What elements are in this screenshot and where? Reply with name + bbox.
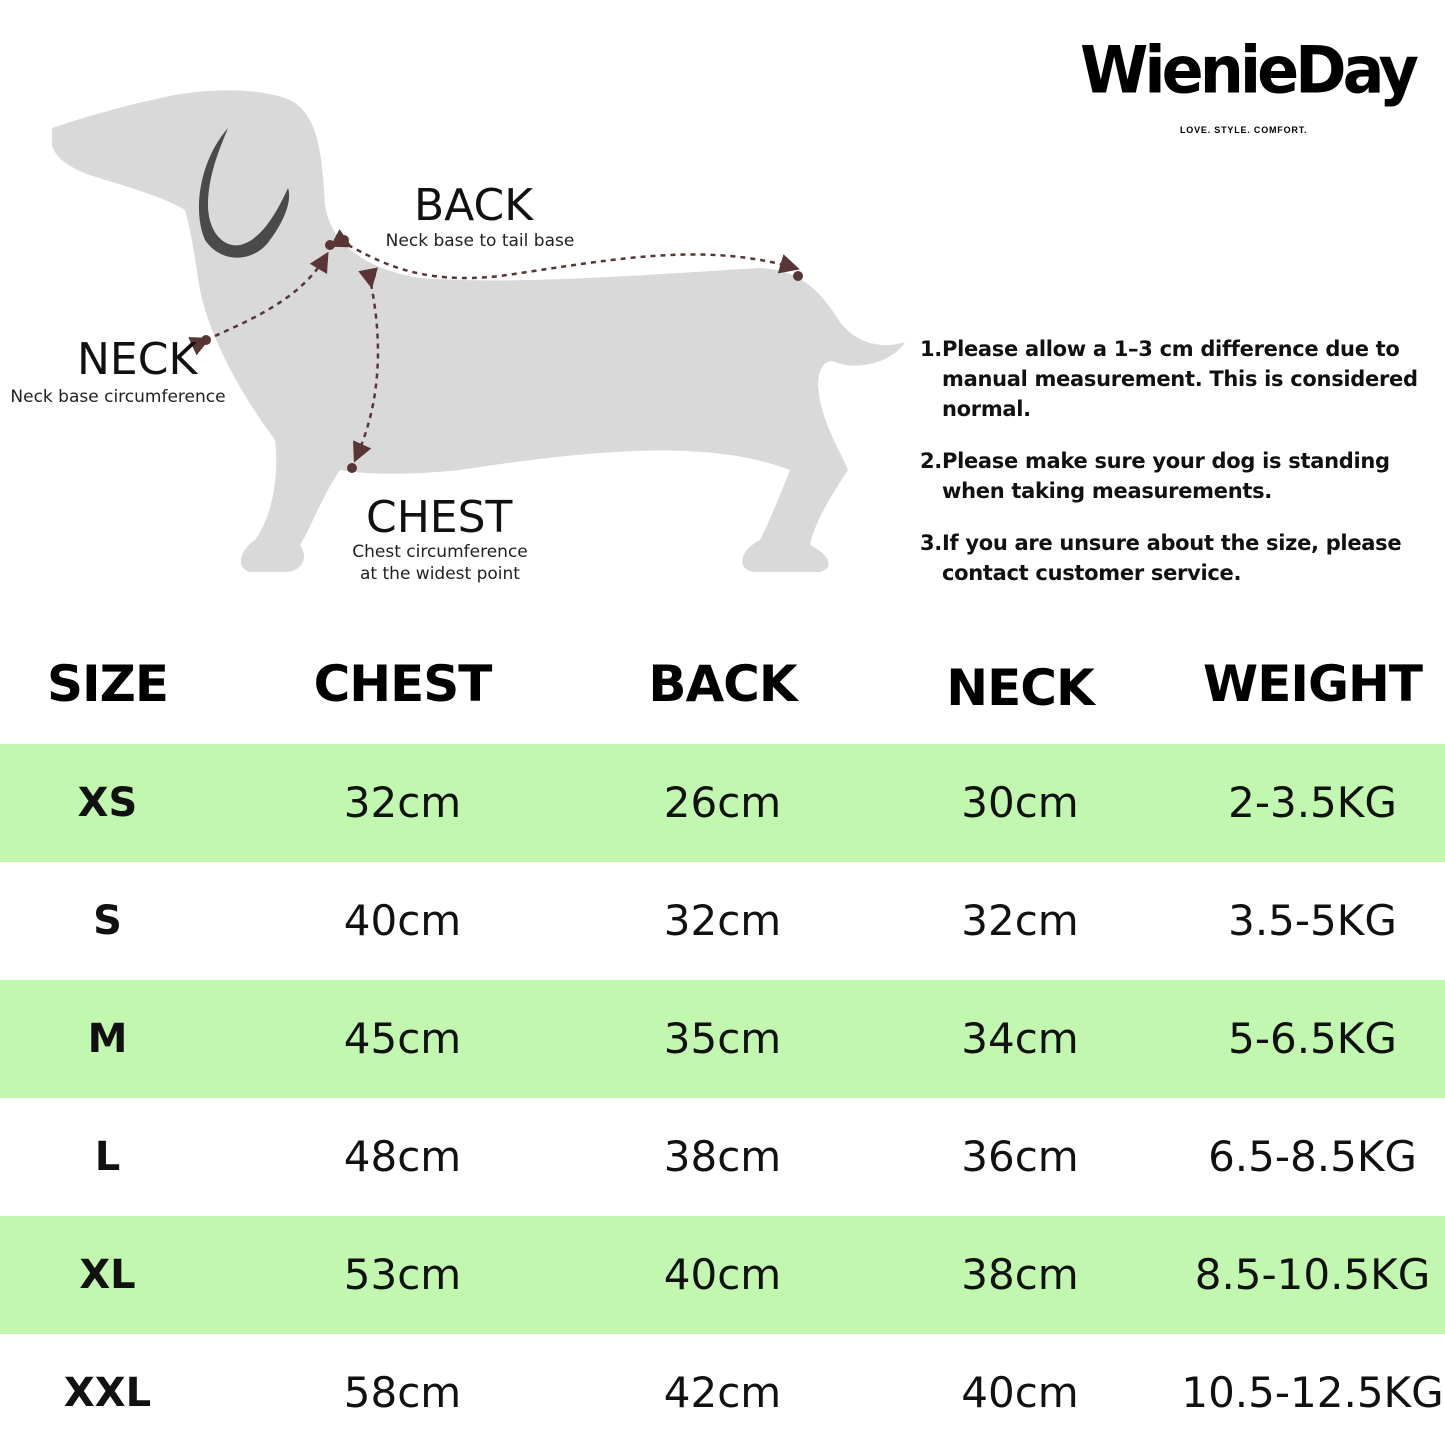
weight-cell: 8.5-10.5KG: [1194, 1250, 1431, 1299]
back-label: BACK: [414, 180, 534, 231]
note-text: Please make sure your dog is standing when taking measurements.: [942, 449, 1390, 503]
chest-cell: 53cm: [343, 1250, 462, 1299]
neck-cell: 38cm: [961, 1250, 1079, 1299]
size-cell: XXL: [63, 1370, 152, 1416]
brand-tagline: LOVE. STYLE. COMFORT.: [1180, 125, 1308, 135]
neck-label: NECK: [77, 334, 198, 385]
weight-cell: 3.5-5KG: [1228, 896, 1397, 945]
neck-cell: 30cm: [961, 778, 1079, 827]
neck-cell: 34cm: [961, 1014, 1079, 1063]
weight-cell: 5-6.5KG: [1228, 1014, 1397, 1063]
size-cell: XS: [77, 780, 138, 826]
back-cell: 42cm: [663, 1368, 782, 1417]
size-cell: M: [87, 1016, 128, 1062]
weight-cell: 10.5-12.5KG: [1181, 1368, 1444, 1417]
chest-sublabel-line1: Chest circumference: [352, 542, 528, 562]
note-text: If you are unsure about the size, please contact customer service.: [942, 531, 1402, 585]
note-item: [920, 528, 1435, 588]
header-back: BACK: [648, 655, 797, 713]
chest-sublabel-line2: at the widest point: [360, 564, 520, 584]
size-cell: XL: [79, 1252, 136, 1298]
measurement-notes: [920, 334, 1435, 610]
chest-cell: 48cm: [343, 1132, 462, 1181]
neck-cell: 36cm: [961, 1132, 1079, 1181]
table-row: [0, 1334, 1445, 1452]
chest-cell: 58cm: [343, 1368, 462, 1417]
size-cell: L: [94, 1134, 121, 1180]
brand-logo: [1080, 31, 1415, 153]
note-number: 2.: [920, 449, 942, 473]
note-text: Please allow a 1–3 cm difference due to manual measurement. This is considered normal.: [942, 337, 1418, 421]
table-row: [0, 744, 1445, 862]
back-cell: 38cm: [663, 1132, 782, 1181]
neck-cell: 32cm: [961, 896, 1079, 945]
back-sublabel: Neck base to tail base: [385, 231, 575, 251]
chest-cell: 45cm: [343, 1014, 462, 1063]
weight-cell: 6.5-8.5KG: [1208, 1132, 1417, 1181]
neck-sublabel: Neck base circumference: [10, 387, 226, 407]
size-table-header: [0, 645, 1445, 735]
back-cell: 32cm: [663, 896, 782, 945]
table-row: [0, 862, 1445, 980]
note-item: [920, 334, 1435, 424]
note-number: 3.: [920, 531, 942, 555]
neck-cell: 40cm: [961, 1368, 1079, 1417]
note-item: [920, 446, 1435, 506]
back-cell: 40cm: [663, 1250, 782, 1299]
header-chest: CHEST: [313, 655, 492, 713]
table-row: [0, 1216, 1445, 1334]
weight-cell: 2-3.5KG: [1228, 778, 1397, 827]
brand-name: WienieDay: [1080, 31, 1415, 109]
table-row: [0, 1098, 1445, 1216]
size-cell: S: [93, 898, 122, 944]
header-weight: WEIGHT: [1203, 655, 1422, 713]
chest-cell: 32cm: [343, 778, 462, 827]
header-neck: NECK: [946, 659, 1094, 717]
back-cell: 35cm: [663, 1014, 782, 1063]
size-table-body: [0, 744, 1445, 1452]
note-number: 1.: [920, 337, 942, 361]
table-row: [0, 980, 1445, 1098]
chest-sublabel: [345, 541, 535, 585]
back-cell: 26cm: [663, 778, 782, 827]
chest-cell: 40cm: [343, 896, 462, 945]
chest-label: CHEST: [366, 492, 513, 543]
header-size: SIZE: [46, 655, 169, 713]
